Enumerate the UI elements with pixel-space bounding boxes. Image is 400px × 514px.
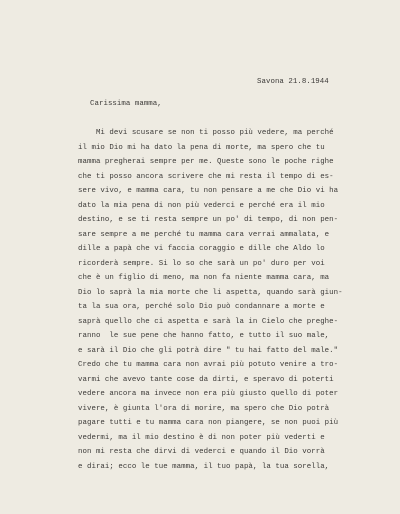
letter-line: sere vivo, e mamma cara, tu non pensare a me che Dio vi ha xyxy=(78,187,339,195)
letter-line: e sarà il Dio che gli potrà dire " tu hai fatto del male." xyxy=(78,346,339,355)
letter-line: dille a papà che vi faccia coraggio e dille che Aldo lo xyxy=(78,245,325,253)
letter-line: ranno le sue pene che hanno fatto, e tutto il suo male, xyxy=(78,332,330,340)
letter-line: Dio lo saprà la mia morte che li aspetta, quando sarà giun- xyxy=(78,288,343,297)
letter-line: pagare tutti e tu mamma cara non piangere, se non puoi più xyxy=(78,419,339,427)
letter-line: vedere ancora ma invece non era più giusto quello di poter xyxy=(78,390,339,398)
letter-line: sare sempre a me perché tu mamma cara verrai ammalata, e xyxy=(78,230,330,239)
letter-line: e dirai; ecco le tue mamma, il tuo papà, la tua sorella, xyxy=(78,462,330,471)
letter-line: che è un figlio di meno, ma non fa niente mamma cara, ma xyxy=(78,274,330,282)
letter-greeting: Carissima mamma, xyxy=(90,100,162,108)
letter-line: dato la mia pena di non più vederci e perché era il mio xyxy=(78,201,325,210)
letter-line: non mi resta che dirvi di vederci e quando il Dio vorrà xyxy=(78,448,325,456)
letter-line: vedermi, ma il mio destino è di non poter più vederti e xyxy=(78,433,325,442)
letter-line: ta la sua ora, perché solo Dio può condannare a morte e xyxy=(78,303,325,311)
letter-date: Savona 21.8.1944 xyxy=(257,78,329,86)
letter-line: Credo che tu mamma cara non avrai più potuto venire a tro- xyxy=(78,361,339,369)
letter-body xyxy=(78,126,398,474)
letter-line: ricorderà sempre. Si lo so che sarà un po' duro per voi xyxy=(78,259,325,268)
letter-line: destino, e se ti resta sempre un po' di tempo, di non pen- xyxy=(78,216,339,224)
letter-line: che ti posso ancora scrivere che mi resta il tempo di es- xyxy=(78,172,334,181)
letter-line: Mi devi scusare se non ti posso più vedere, ma perché xyxy=(78,129,334,137)
letter-line: varmi che avevo tante cose da dirti, e speravo di poterti xyxy=(78,375,334,384)
letter-line: vivere, è giunta l'ora di morire, ma spero che Dio potrà xyxy=(78,404,330,413)
letter-line: mamma pregherai sempre per me. Queste sono le poche righe xyxy=(78,158,334,166)
letter-line: il mio Dio mi ha dato la pena di morte, ma spero che tu xyxy=(78,143,325,152)
letter-line: saprà quello che ci aspetta e sarà la in Cielo che preghe- xyxy=(78,317,339,326)
